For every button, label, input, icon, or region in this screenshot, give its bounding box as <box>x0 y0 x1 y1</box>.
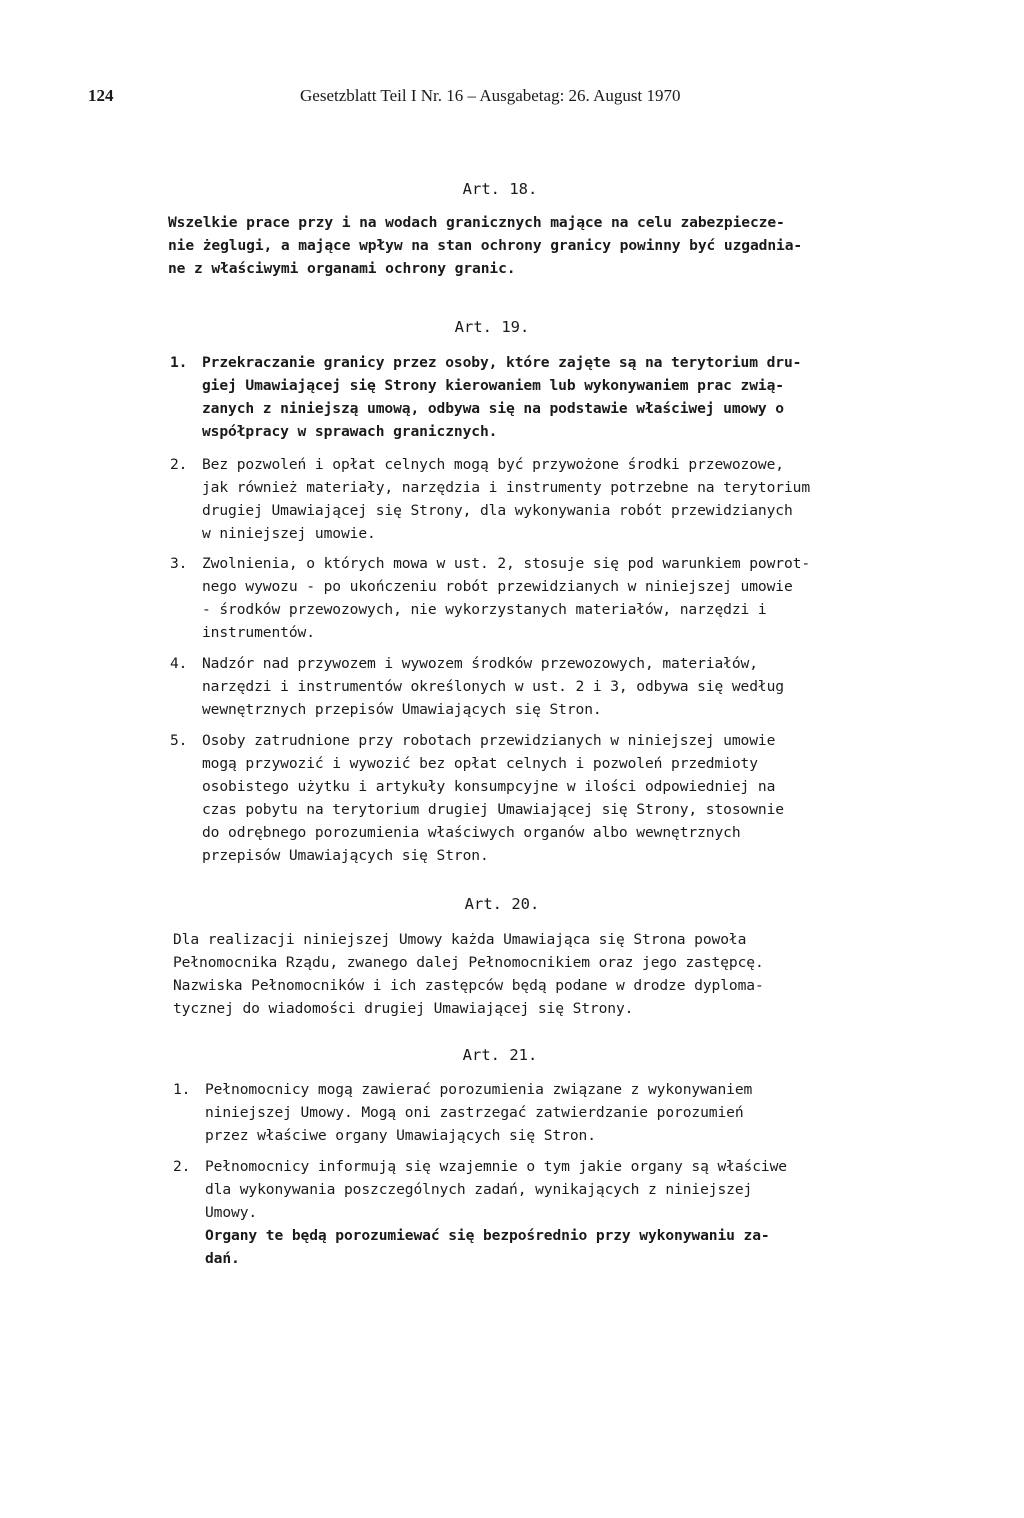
text-line: Pełnomocnicy mogą zawierać porozumienia związane z wykonywaniem <box>205 1081 753 1098</box>
text-line: Przekraczanie granicy przez osoby, które zajęte są na terytorium dru- <box>202 354 802 371</box>
text-line: narzędzi i instrumentów określonych w ust. 2 i 3, odbywa się według <box>202 678 784 695</box>
item-number: 2. <box>170 456 188 473</box>
text-line: Wszelkie prace przy i na wodach granicznych mające na celu zabezpiecze- <box>168 214 785 231</box>
page-number: 124 <box>88 86 114 105</box>
text-line: Organy te będą porozumiewać się bezpośrednio przy wykonywaniu za- <box>205 1227 770 1244</box>
text-line: - środków przewozowych, nie wykorzystanych materiałów, narzędzi i <box>202 601 767 618</box>
item-number: 4. <box>170 655 188 672</box>
text-line: Nadzór nad przywozem i wywozem środków przewozowych, materiałów, <box>202 655 758 672</box>
text-line: tycznej do wiadomości drugiej Umawiającej się Strony. <box>173 1000 634 1017</box>
art-19-heading: Art. 19. <box>454 318 530 336</box>
page-header <box>88 86 768 112</box>
text-line: nie żeglugi, a mające wpływ na stan ochrony granicy powinny być uzgadnia- <box>168 237 803 254</box>
text-line: mogą przywozić i wywozić bez opłat celnych i pozwoleń przedmioty <box>202 755 758 772</box>
text-line: nego wywozu - po ukończeniu robót przewidzianych w niniejszej umowie <box>202 578 793 595</box>
art-20-paragraph <box>173 928 764 1020</box>
text-line: Nazwiska Pełnomocników i ich zastępców będą podane w drodze dyploma- <box>173 977 764 994</box>
art-21-heading: Art. 21. <box>462 1046 538 1064</box>
text-line: Dla realizacji niniejszej Umowy każda Umawiająca się Strona powoła <box>173 931 747 948</box>
text-line: czas pobytu na terytorium drugiej Umawiającej się Strony, stosownie <box>202 801 784 818</box>
text-line: zanych z niniejszą umową, odbywa się na podstawie właściwej umowy o <box>202 400 784 417</box>
text-line: Zwolnienia, o których mowa w ust. 2, stosuje się pod warunkiem powrot- <box>202 555 811 572</box>
text-line: przepisów Umawiających się Stron. <box>202 847 489 864</box>
text-line: ne z właściwymi organami ochrony granic. <box>168 260 516 277</box>
text-line: osobistego użytku i artykuły konsumpcyjne w ilości odpowiedniej na <box>202 778 776 795</box>
text-line: instrumentów. <box>202 624 315 641</box>
art-18-heading: Art. 18. <box>462 180 538 198</box>
text-line: Umowy. <box>205 1204 258 1221</box>
item-number: 2. <box>173 1158 191 1175</box>
item-number: 5. <box>170 732 188 749</box>
text-line: niniejszej Umowy. Mogą oni zastrzegać zatwierdzanie porozumień <box>205 1104 744 1121</box>
text-line: współpracy w sprawach granicznych. <box>202 423 498 440</box>
text-line: Bez pozwoleń i opłat celnych mogą być przywożone środki przewozowe, <box>202 456 784 473</box>
text-line: do odrębnego porozumienia właściwych organów albo wewnętrznych <box>202 824 741 841</box>
text-line: jak również materiały, narzędzia i instrumenty potrzebne na terytorium <box>202 479 811 496</box>
art-18-paragraph <box>168 211 802 280</box>
art-20-heading: Art. 20. <box>464 895 540 913</box>
text-line: giej Umawiającej się Strony kierowaniem lub wykonywaniem prac zwią- <box>202 377 784 394</box>
text-line: dla wykonywania poszczególnych zadań, wynikających z niniejszej <box>205 1181 753 1198</box>
running-title: Gesetzblatt Teil I Nr. 16 – Ausgabetag: 26. August 1970 <box>300 86 681 105</box>
item-number: 1. <box>173 1081 191 1098</box>
text-line: drugiej Umawiającej się Strony, dla wykonywania robót przewidzianych <box>202 502 793 519</box>
text-line: przez właściwe organy Umawiających się Stron. <box>205 1127 596 1144</box>
text-line: dań. <box>205 1250 240 1267</box>
text-line: w niniejszej umowie. <box>202 525 376 542</box>
item-number: 3. <box>170 555 188 572</box>
text-line: wewnętrznych przepisów Umawiających się Stron. <box>202 701 602 718</box>
text-line: Pełnomocnika Rządu, zwanego dalej Pełnomocnikiem oraz jego zastępcę. <box>173 954 764 971</box>
item-number: 1. <box>170 354 188 371</box>
text-line: Pełnomocnicy informują się wzajemnie o tym jakie organy są właściwe <box>205 1158 787 1175</box>
text-line: Osoby zatrudnione przy robotach przewidzianych w niniejszej umowie <box>202 732 776 749</box>
